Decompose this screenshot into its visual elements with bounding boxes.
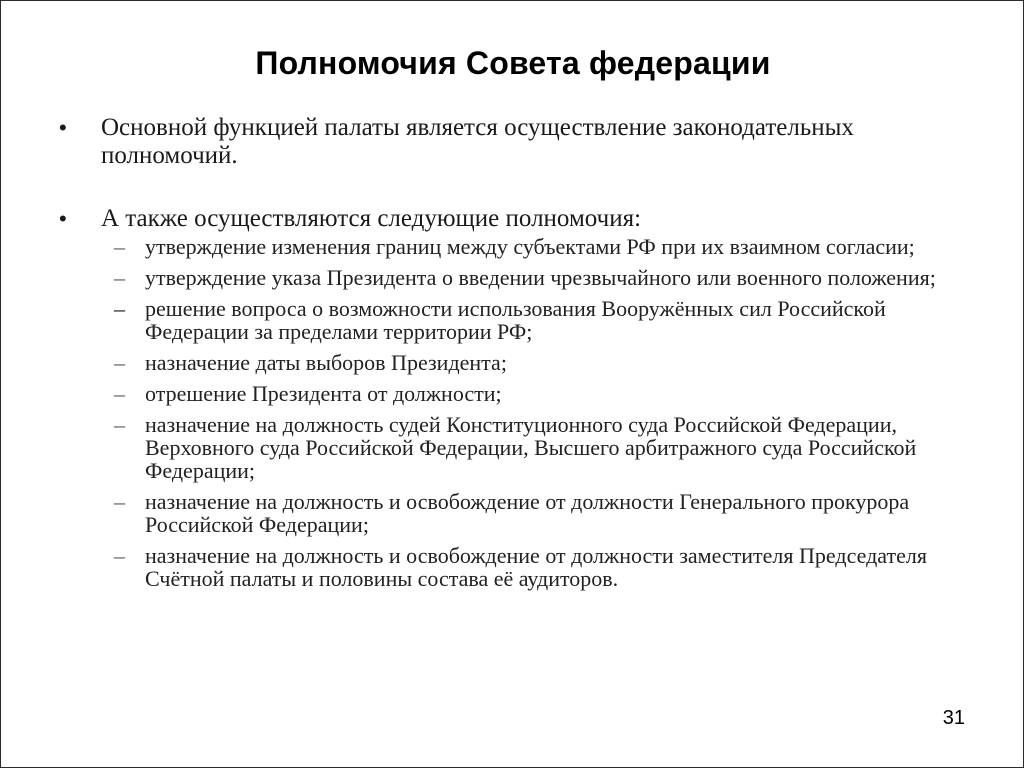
bullet-item-main-function	[59, 114, 989, 170]
list-item	[114, 544, 989, 590]
dash-icon: –	[114, 234, 125, 259]
dash-icon: –	[114, 381, 125, 406]
dash-icon: –	[114, 412, 125, 437]
bullet-item-additional-powers	[59, 205, 989, 233]
list-item-text: назначение на должность и освобождение от должности заместителя Председателя Счётной палаты и половины состава её аудиторов.	[145, 543, 927, 591]
dash-icon: –	[114, 350, 125, 375]
powers-list	[59, 235, 989, 590]
bullet-icon: •	[59, 115, 67, 140]
bullet-text: Основной функцией палаты является осуществление законодательных полномочий.	[101, 114, 854, 169]
list-item-text: назначение на должность и освобождение от должности Генерального прокурора Российской Федерации;	[145, 489, 910, 537]
list-item-text: назначение даты выборов Президента;	[145, 350, 507, 375]
dash-icon: –	[114, 543, 125, 568]
slide-title: Полномочия Совета федерации	[255, 45, 771, 81]
dash-icon: –	[114, 296, 125, 321]
dash-icon: –	[114, 265, 125, 290]
slide-content	[59, 114, 989, 598]
page-number: 31	[942, 707, 965, 729]
list-item	[114, 351, 989, 374]
list-item	[114, 297, 989, 343]
list-item	[114, 382, 989, 405]
list-item-text: отрешение Президента от должности;	[145, 381, 502, 406]
list-item-text: утверждение изменения границ между субъектами РФ при их взаимном согласии;	[145, 234, 915, 259]
list-item	[114, 490, 989, 536]
list-item-text: решение вопроса о возможности использования Вооружённых сил Российской Федерации за пределами территории РФ;	[145, 296, 886, 344]
bullet-icon: •	[59, 206, 67, 231]
list-item-text: утверждение указа Президента о введении чрезвычайного или военного положения;	[145, 265, 936, 290]
bullet-text: А также осуществляются следующие полномочия:	[101, 205, 642, 232]
list-item-text: назначение на должность судей Конституционного суда Российской Федерации, Верховного суда Российской Федерации, Высшего арбитражного суда Российской Федерации;	[145, 412, 917, 483]
list-item	[114, 413, 989, 482]
list-item	[114, 235, 989, 258]
list-item	[114, 266, 989, 289]
dash-icon: –	[114, 489, 125, 514]
